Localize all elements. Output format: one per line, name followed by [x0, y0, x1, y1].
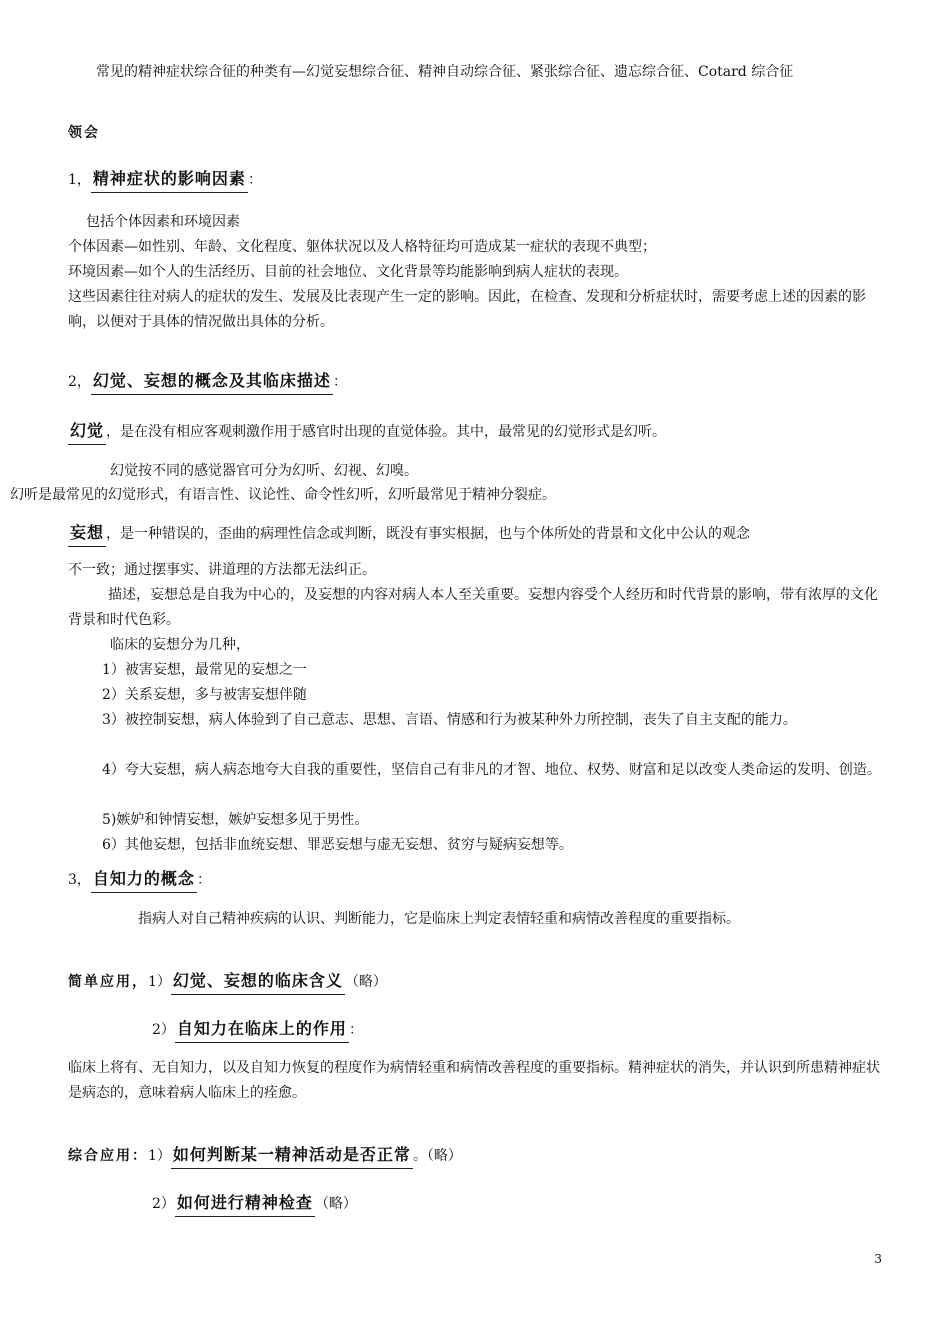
comp-n2: 2） [152, 1196, 175, 1212]
delusion-item: 6）其他妄想，包括非血统妄想、罪恶妄想与虚无妄想、贫穷与疑病妄想等。 [102, 837, 573, 853]
s1-num: 1， [68, 172, 91, 188]
delusion-definition [68, 520, 750, 547]
delusion-item: 1）被害妄想，最常见的妄想之一 [102, 662, 307, 678]
s1-line: 个体因素—如性别、年龄、文化程度、躯体状况以及人格特征均可造成某一症状的表现不典型； [68, 239, 656, 255]
s1-colon: ： [247, 172, 262, 188]
delusion-item: 5)嫉妒和钟情妄想，嫉妒妄想多见于男性。 [102, 812, 369, 828]
comp-t1: 如何判断某一精神活动是否正常 [171, 1142, 413, 1169]
s1-heading [68, 166, 262, 193]
s1-line: 环境因素—如个人的生活经历、目前的社会地位、文化背景等均能影响到病人症状的表现。 [68, 264, 628, 280]
hallucination-term: 幻觉 [68, 418, 106, 445]
delusion-text: ，是一种错误的，歪曲的病理性信念或判断，既没有事实根据，也与个体所处的背景和文化中公认的观念 [106, 526, 751, 542]
comp-n1: 1） [148, 1148, 171, 1164]
intro-paragraph: 常见的精神症状综合征的种类有—幻觉妄想综合征、精神自动综合征、紧张综合征、遗忘综合征、Cotard 综合征 [96, 64, 794, 80]
simple-application-line2 [152, 1016, 363, 1043]
s1-line: 包括个体因素和环境因素 [86, 214, 240, 230]
s3-title: 自知力的概念 [91, 866, 197, 893]
simple-n2: 2） [152, 1022, 175, 1038]
s3-num: 3， [68, 872, 91, 888]
simple-t1: 幻觉、妄想的临床含义 [171, 968, 345, 995]
comprehensive-application-line2 [152, 1190, 357, 1217]
s2-colon: ： [332, 374, 347, 390]
hallucination-text: ，是在没有相应客观刺激作用于感官时出现的直觉体验。其中，最常见的幻觉形式是幻听。 [106, 424, 667, 440]
simple-application-text: 临床上将有、无自知力，以及自知力恢复的程度作为病情轻重和病情改善程度的重要指标。精神症状的消失，并认识到所患精神症状是病态的，意味着病人临床上的痊愈。 [68, 1060, 880, 1101]
delusion-item: 3）被控制妄想，病人体验到了自己意志、思想、言语、情感和行为被某种外力所控制，丧失了自主支配的能力。 [102, 712, 797, 728]
s3-colon: ： [196, 872, 211, 888]
page-number: 3 [874, 1252, 882, 1266]
s2-num: 2， [68, 374, 91, 390]
comp-s2: （略） [314, 1196, 357, 1212]
comprehensive-application-label: 综合应用： [68, 1148, 148, 1164]
section-label: 领会 [68, 125, 100, 141]
simple-s1: （略） [344, 974, 387, 990]
s3-heading [68, 866, 211, 893]
comprehensive-application-line1 [68, 1142, 462, 1169]
hallucination-definition [68, 418, 666, 445]
delusion-item: 2）关系妄想，多与被害妄想伴随 [102, 687, 307, 703]
hallucination-types: 幻觉按不同的感觉器官可分为幻听、幻视、幻嗅。 [110, 463, 418, 479]
auditory-hallucination: 幻听是最常见的幻觉形式，有语言性、议论性、命令性幻听，幻听最常见于精神分裂症。 [10, 487, 556, 503]
simple-n1: 1） [148, 974, 171, 990]
insight-definition: 指病人对自己精神疾病的认识、判断能力，它是临床上判定表情轻重和病情改善程度的重要指标。 [138, 911, 740, 927]
delusion-description: 描述，妄想总是自我为中心的，及妄想的内容对病人本人至关重要。妄想内容受个人经历和时代背景的影响，带有浓厚的文化背景和时代色彩。 [68, 587, 878, 628]
simple-t2: 自知力在临床上的作用 [175, 1016, 349, 1043]
simple-application-label: 简单应用， [68, 974, 148, 990]
s1-line: 这些因素往往对病人的症状的发生、发展及比表现产生一定的影响。因此，在检查、发现和分析症状时，需要考虑上述的因素的影响，以便对于具体的情况做出具体的分析。 [68, 289, 866, 330]
s1-title: 精神症状的影响因素 [91, 166, 248, 193]
comp-t2: 如何进行精神检查 [175, 1190, 315, 1217]
simple-application-line1 [68, 968, 387, 995]
comp-s1: 。（略） [412, 1148, 462, 1164]
s2-title: 幻觉、妄想的概念及其临床描述 [91, 368, 333, 395]
delusion-term: 妄想 [68, 520, 106, 547]
s2-heading [68, 368, 347, 395]
delusion-kinds: 临床的妄想分为几种， [110, 637, 250, 653]
simple-s2: ： [348, 1022, 363, 1038]
delusion-item: 4）夸大妄想，病人病态地夸大自我的重要性，坚信自己有非凡的才智、地位、权势、财富和足以改变人类命运的发明、创造。 [102, 762, 881, 778]
delusion-text-cont: 不一致；通过摆事实、讲道理的方法都无法纠正。 [68, 562, 376, 578]
